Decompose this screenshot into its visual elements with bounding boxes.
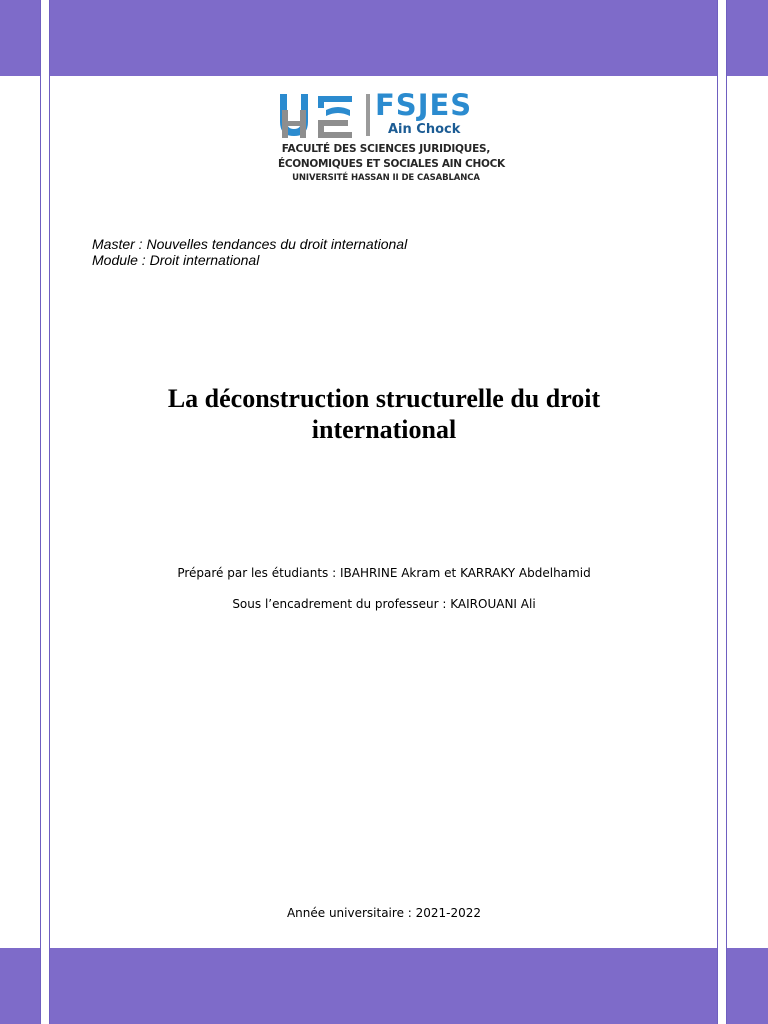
- frame-left-inner-line: [49, 0, 50, 1024]
- title-line-1: La déconstruction structurelle du droit: [167, 384, 601, 413]
- frame-left-outer-line: [40, 0, 41, 1024]
- logo-university-line: UNIVERSITÉ HASSAN II DE CASABLANCA: [292, 173, 480, 183]
- document-title: [60, 383, 708, 445]
- course-info: [92, 236, 407, 268]
- frame-right-inner-line: [717, 0, 718, 1024]
- uh2c-monogram-icon: [278, 92, 358, 140]
- module-line: Module : Droit international: [92, 252, 260, 268]
- prepared-by: Préparé par les étudiants : IBAHRINE Akram et KARRAKY Abdelhamid: [177, 566, 591, 580]
- supervised-by: Sous l’encadrement du professeur : KAIROUANI Ali: [232, 597, 536, 611]
- frame-top-band: [50, 0, 717, 76]
- logo-campus: Ain Chock: [388, 122, 461, 137]
- academic-year: Année universitaire : 2021-2022: [286, 906, 482, 920]
- title-line-2: international: [311, 415, 457, 444]
- faculty-logo: [278, 88, 505, 184]
- frame-bottom-left-band: [0, 948, 40, 1024]
- frame-bottom-band: [50, 948, 717, 1024]
- logo-acronym: FSJES: [375, 88, 473, 122]
- master-line: Master : Nouvelles tendances du droit international: [92, 236, 408, 252]
- frame-top-left-band: [0, 0, 40, 76]
- frame-right-outer-line: [726, 0, 727, 1024]
- logo-faculty-line-2: ÉCONOMIQUES ET SOCIALES AIN CHOCK: [278, 158, 505, 170]
- logo-faculty-line-1: FACULTÉ DES SCIENCES JURIDIQUES,: [281, 143, 491, 155]
- logo-separator: [366, 94, 370, 136]
- frame-top-right-band: [727, 0, 768, 76]
- frame-bottom-right-band: [727, 948, 768, 1024]
